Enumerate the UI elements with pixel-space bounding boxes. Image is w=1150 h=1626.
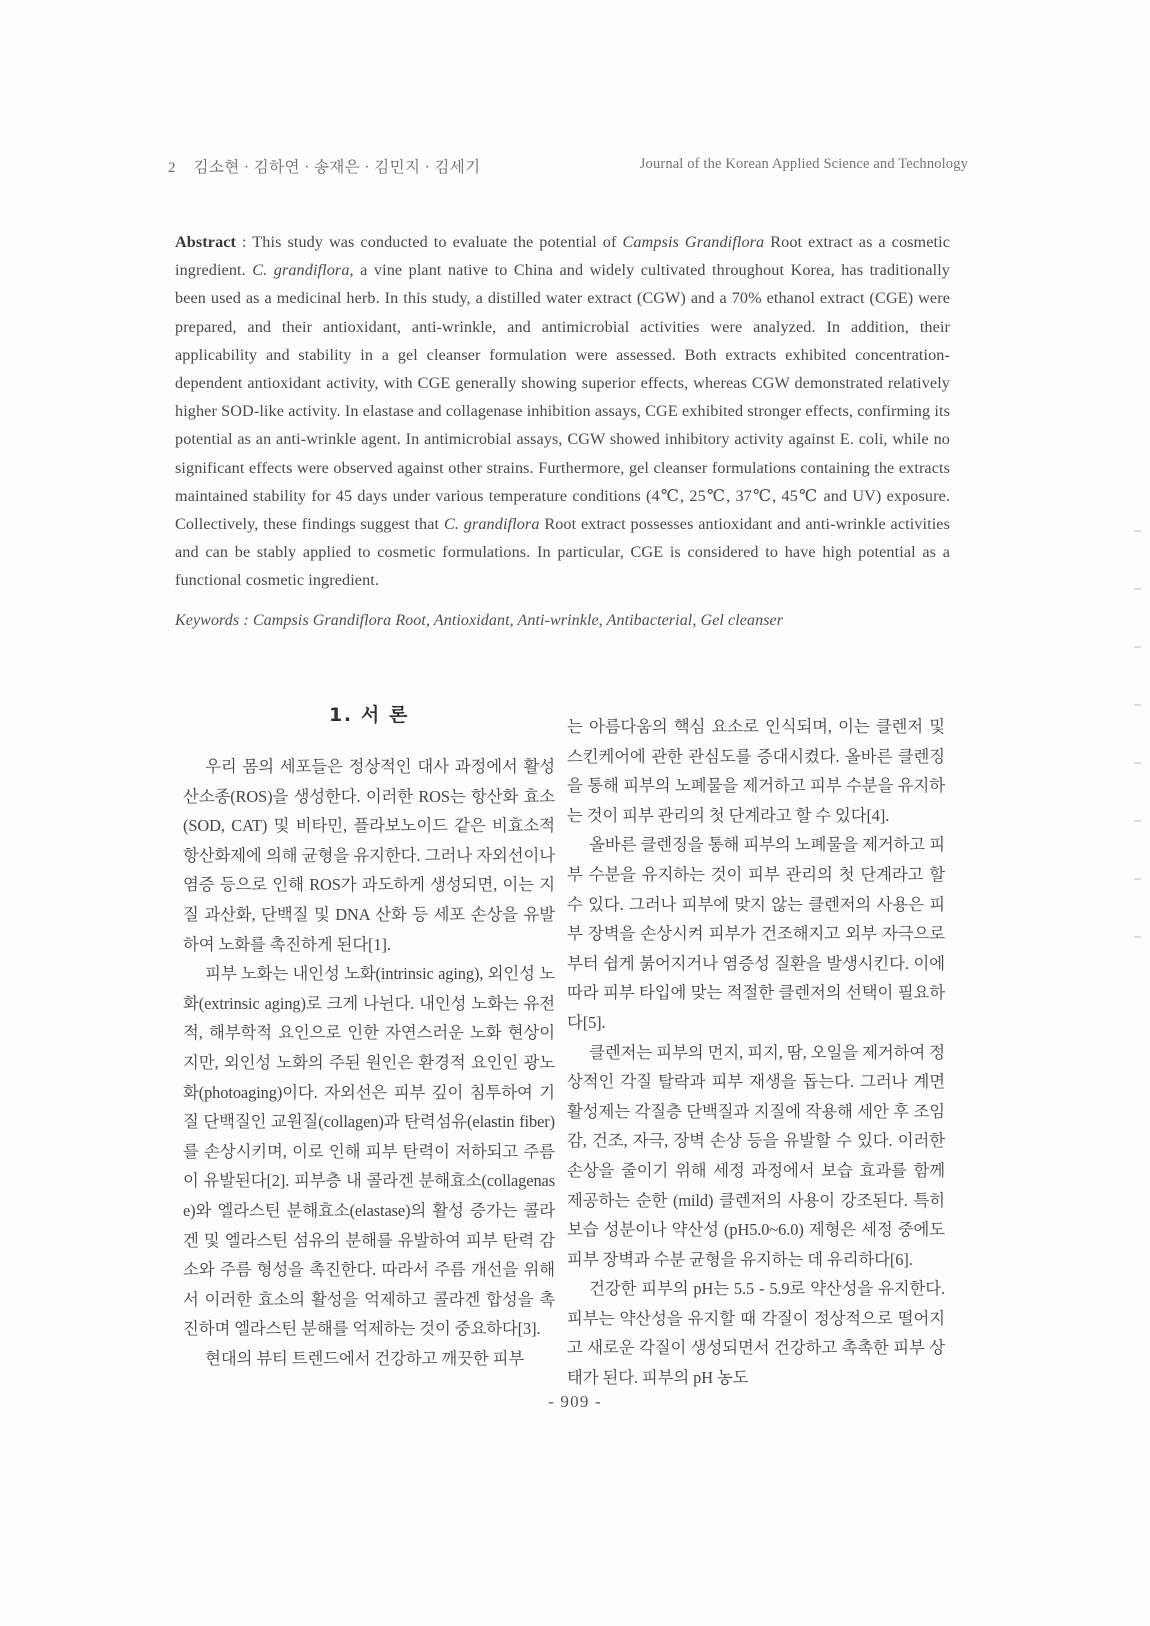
paragraph: 건강한 피부의 pH는 5.5 - 5.9로 약산성을 유지한다. 피부는 약산성을 유지할 때 각질이 정상적으로 떨어지고 새로운 각질이 생성되면서 건강하고 촉촉한 피부 상태가 된다. 피부의 pH 농도 — [567, 1279, 945, 1388]
abstract-italic-species-1: Campsis Grandiflora — [622, 233, 765, 251]
abstract-italic-species-2: C. grandiflora — [252, 261, 350, 280]
abstract-label: Abstract — [175, 233, 237, 251]
paragraph: 현대의 뷰티 트렌드에서 건강하고 깨끗한 피부 — [205, 1348, 525, 1368]
paragraph: 피부 노화는 내인성 노화(intrinsic aging), 외인성 노화(extrinsic aging)로 크게 나뉜다. 내인성 노화는 유전적, 해부학적 요인으로 인한 자연스러운 노화 현상이지만, 외인성 노화의 주된 원인은 환경적 요인인 광노화(photoaging)이다. 자외선은 피부 깊이 침투하여 기질 단백질인 교원질(collagen)과 탄력섬유(elastin fiber)를 손상시키며, 이로 인해 피부 탄력이 저하되고 주름이 유발된다[2]. 피부층 내 콜라겐 분해효소(collagenase)와 엘라스틴 분해효소(elastase)의 활성 증가는 콜라겐 및 엘라스틴 섬유의 분해를 유발하여 피부 탄력 감소와 주름 형성을 촉진한다. 따라서 주름 개선을 위해서 이러한 효소의 활성을 억제하고 콜라겐 합성을 촉진하며 엘라스틴 분해를 억제하는 것이 중요하다[3]. — [183, 964, 555, 1339]
paragraph: 는 아름다움의 핵심 요소로 인식되며, 이는 클렌저 및 스킨케어에 관한 관심도를 증대시켰다. 올바른 클렌징을 통해 피부의 노폐물을 제거하고 피부 수분을 유지하는 것이 피부 관리의 첫 단계라고 할 수 있다[4]. — [567, 717, 945, 825]
abstract-text-2: Root extract as a cosmetic ingredient. — [175, 233, 951, 280]
keywords-block — [175, 608, 950, 634]
running-head — [168, 155, 968, 177]
section-heading-introduction: 1. 서 론 — [329, 704, 409, 726]
keywords-separator: : — [239, 612, 253, 629]
scan-edge-marks — [1134, 530, 1144, 1170]
running-head-authors: 김소현 · 김하연 · 송재은 · 김민지 · 김세기 — [193, 159, 481, 176]
abstract-separator: : — [236, 233, 253, 251]
abstract-text-1: This study was conducted to evaluate the potential of — [252, 233, 623, 251]
keywords-label: Keywords — [175, 612, 240, 629]
body-column-right — [567, 712, 945, 1393]
running-head-page-number: 2 — [168, 160, 176, 176]
abstract-text-4: Root extract possesses antioxidant and anti-wrinkle activities and can be stably applied to cosmetic formulations. In particular, CGE is considered to have high potential as a functional cosmetic ingredient. — [175, 515, 950, 590]
abstract-text-3: , a vine plant native to China and widely cultivated throughout Korea, has traditionally been used as a medicinal herb. In this study, a distilled water extract (CGW) and a 70% ethanol extract (CGE) were prepared, and their antioxidant, anti-wrinkle, and antimicrobial activities were analyzed. In addition, their applicability and stability in a gel cleanser formulation were assessed. Both extracts exhibited concentration-dependent antioxidant activity, with CGE generally showing superior effects, whereas CGW demonstrated relatively higher SOD-like activity. In elastase and collagenase inhibition assays, CGE exhibited stronger effects, confirming its potential as an anti-wrinkle agent. In antimicrobial assays, CGW showed inhibitory activity against E. coli, while no significant effects were observed against other strains. Furthermore, gel cleanser formulations containing the extracts maintained stability for 45 days under various temperature conditions (4℃, 25℃, 37℃, 45℃ and UV) exposure. Collectively, these findings suggest that — [175, 261, 951, 534]
running-head-journal-title: Journal of the Korean Applied Science and Technology — [639, 156, 968, 172]
paragraph: 클렌저는 피부의 먼지, 피지, 땀, 오일을 제거하여 정상적인 각질 탈락과 피부 재생을 돕는다. 그러나 계면활성제는 각질층 단백질과 지질에 작용해 세안 후 조임감, 건조, 자극, 장벽 손상 등을 유발할 수 있다. 이러한 손상을 줄이기 위해 세정 과정에서 보습 효과를 함께 제공하는 순한 (mild) 클렌저의 사용이 강조된다. 특히 보습 성분이나 약산성 (pH5.0~6.0) 제형은 세정 중에도 피부 장벽과 수분 균형을 유지하는 데 유리하다[6]. — [567, 1042, 945, 1269]
paragraph: 올바른 클렌징을 통해 피부의 노폐물을 제거하고 피부 수분을 유지하는 것이 피부 관리의 첫 단계라고 할 수 있다. 그러나 피부에 맞지 않는 클렌저의 사용은 피부 장벽을 손상시켜 피부가 건조해지고 외부 자극으로부터 쉽게 붉어지거나 염증성 질환을 발생시킨다. 이에 따라 피부 타입에 맞는 적절한 클렌저의 선택이 필요하다[5]. — [567, 835, 945, 1032]
keywords-list: Campsis Grandiflora Root, Antioxidant, Anti-wrinkle, Antibacterial, Gel cleanser — [252, 612, 784, 629]
body-column-left — [183, 752, 555, 1373]
abstract-italic-species-3: C. grandiflora — [443, 515, 540, 534]
abstract-block — [175, 228, 950, 595]
paragraph: 우리 몸의 세포들은 정상적인 대사 과정에서 활성 산소종(ROS)을 생성한다. 이러한 ROS는 항산화 효소(SOD, CAT) 및 비타민, 플라보노이드 같은 비효소적 항산화제에 의해 균형을 유지한다. 그러나 자외선이나 염증 등으로 인해 ROS가 과도하게 생성되면, 이는 지질 과산화, 단백질 및 DNA 산화 등 세포 손상을 유발하여 노화를 촉진하게 된다[1]. — [183, 757, 555, 954]
page-folio: - 909 - — [548, 1392, 602, 1411]
